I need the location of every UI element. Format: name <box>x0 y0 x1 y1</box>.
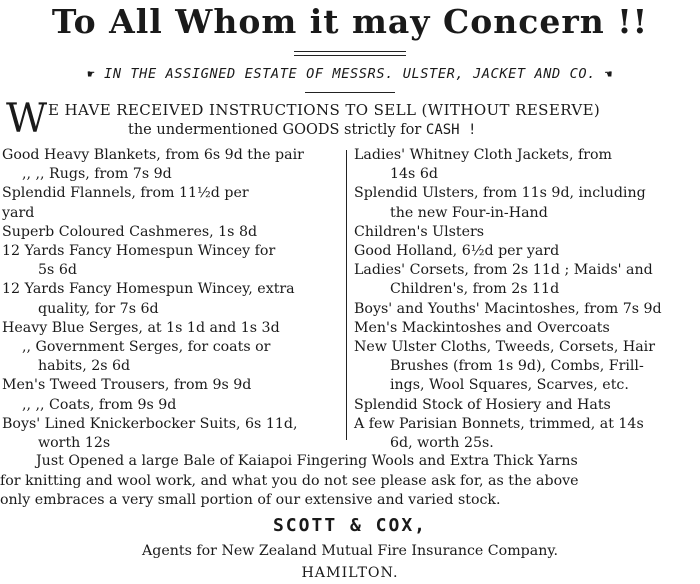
list-item: Ladies' Corsets, from 2s 11d ; Maids' and Children's, from 2s 11d <box>354 262 653 298</box>
agents-line: Agents for New Zealand Mutual Fire Insurance Company. <box>142 543 558 559</box>
list-item: 12 Yards Fancy Homespun Wincey, extra quality, for 7s 6d <box>2 281 295 317</box>
firm-name: SCOTT & COX, <box>272 515 428 536</box>
list-item: Men's Tweed Trousers, from 9s 9d <box>2 377 252 394</box>
cash-label: CASH ! <box>425 122 477 138</box>
rule-top-second <box>294 55 406 56</box>
estate-line <box>0 65 700 83</box>
list-item: Splendid Flannels, from 11½d per yard <box>2 185 249 221</box>
list-item: Boys' and Youths' Macintoshes, from 7s 9d <box>354 300 662 317</box>
closing-line-3: only embraces a very small portion of our extensive and varied stock. <box>0 492 501 509</box>
intro-line-2 <box>128 120 476 140</box>
right-column <box>354 146 694 453</box>
drop-cap: W <box>6 96 48 142</box>
list-item: Boys' Lined Knickerbocker Suits, 6s 11d, worth 12s <box>2 415 298 452</box>
list-item: Heavy Blue Serges, at 1s 1d and 1s 3d <box>2 319 280 336</box>
town-name: HAMILTON. <box>301 565 399 581</box>
list-item: Splendid Stock of Hosiery and Hats <box>354 396 611 413</box>
rule-top <box>294 51 406 52</box>
list-item: New Ulster Cloths, Tweeds, Corsets, Hair Brushes (from 1s 9d), Combs, Frill- ings, Wool Squares, Scarves, etc. <box>354 339 655 394</box>
list-item: Good Heavy Blankets, from 6s 9d the pair <box>2 147 304 163</box>
list-item: ,, ,, Coats, from 9s 9d <box>22 396 177 413</box>
intro-text: the undermentioned GOODS strictly for <box>128 122 422 138</box>
list-item: 12 Yards Fancy Homespun Wincey for 5s 6d <box>2 243 276 279</box>
left-column <box>2 146 342 453</box>
list-item: Children's Ulsters <box>354 223 485 240</box>
list-item: Good Holland, 6½d per yard <box>354 243 560 260</box>
list-item: ,, ,, Rugs, from 7s 9d <box>22 166 172 183</box>
headline: To All Whom it may Concern !! <box>51 2 649 41</box>
closing-line-1: Just Opened a large Bale of Kaiapoi Fingering Wools and Extra Thick Yarns <box>36 453 578 469</box>
column-divider <box>346 150 347 440</box>
closing-line-2: for knitting and wool work, and what you do not see please ask for, as the above <box>0 472 579 489</box>
pointing-hand-left-icon: ☚ <box>604 67 613 81</box>
list-item: Ladies' Whitney Cloth Jackets, from 14s 6d <box>354 147 613 183</box>
estate-text: IN THE ASSIGNED ESTATE OF MESSRS. ULSTER, JACKET AND CO. <box>104 66 596 82</box>
list-item: ,, Government Serges, for coats or habits, 2s 6d <box>22 339 271 375</box>
intro-line-1: E HAVE RECEIVED INSTRUCTIONS TO SELL (WITHOUT RESERVE) <box>48 101 601 119</box>
pointing-hand-right-icon: ☛ <box>87 67 96 81</box>
list-item: Men's Mackintoshes and Overcoats <box>354 319 610 336</box>
list-item: Superb Coloured Cashmeres, 1s 8d <box>2 223 258 240</box>
closing-paragraph <box>0 452 700 511</box>
rule-under-estate <box>305 92 395 93</box>
list-item: Splendid Ulsters, from 11s 9d, including the new Four-in-Hand <box>354 185 646 221</box>
list-item: A few Parisian Bonnets, trimmed, at 14s 6d, worth 25s. <box>354 415 644 452</box>
